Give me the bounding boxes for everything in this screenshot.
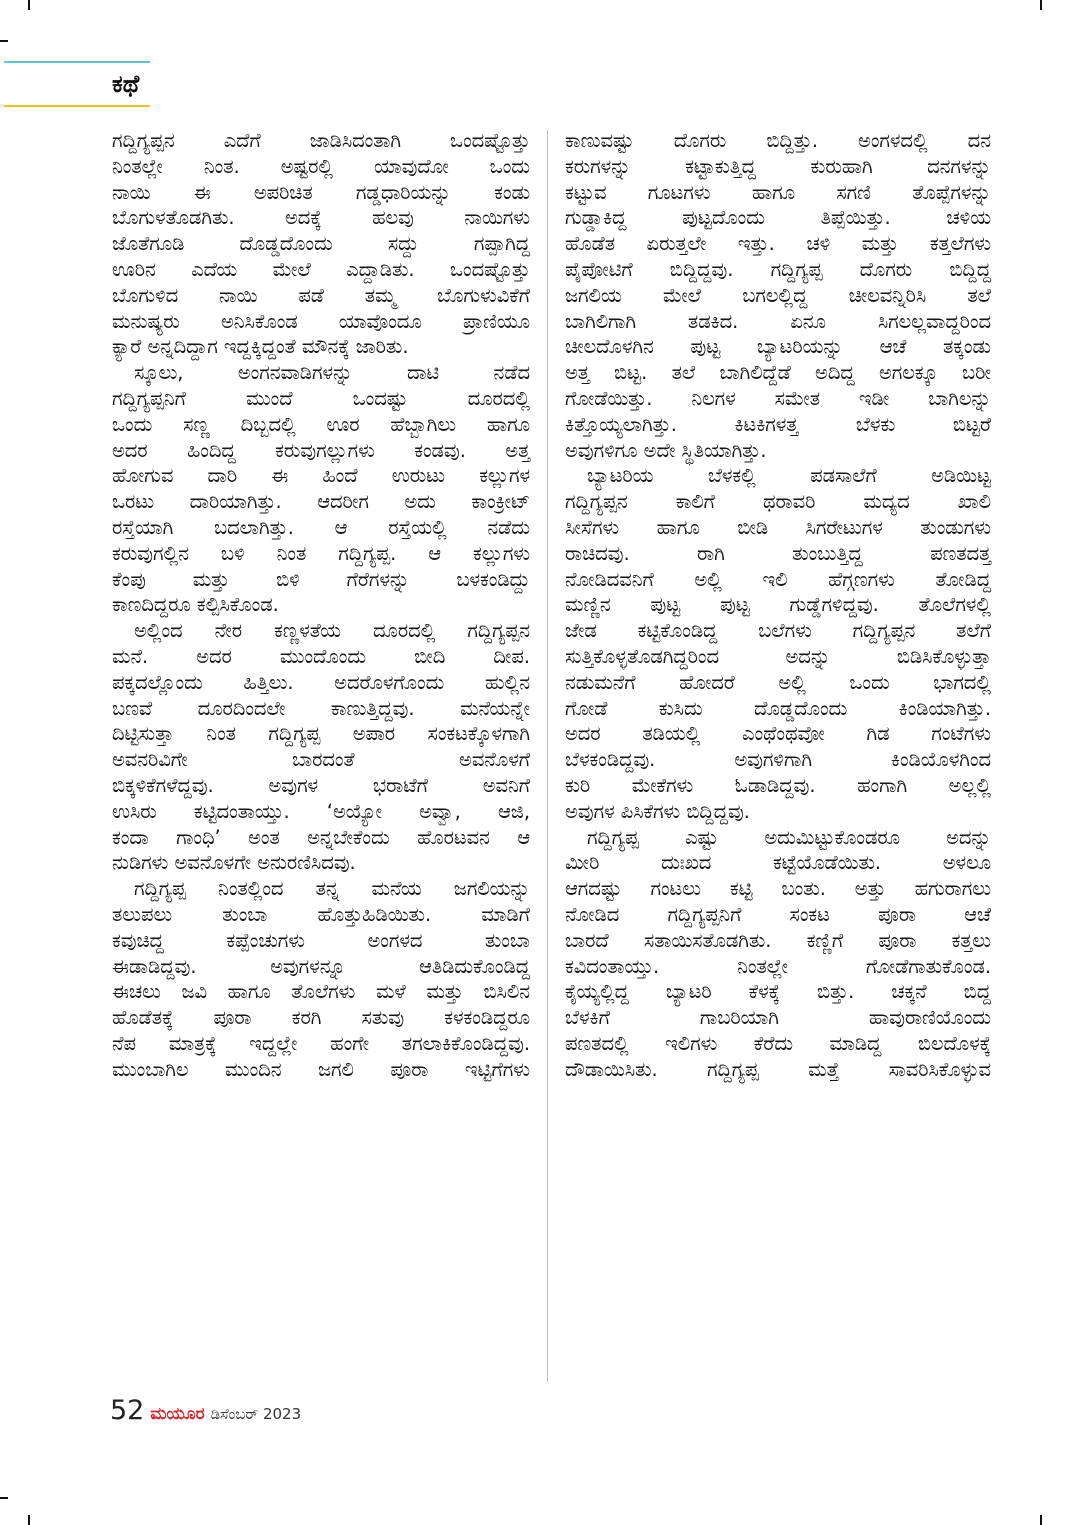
text-line: ಉಸಿರು ಕಟ್ಟಿದಂತಾಯ್ತು. ‘ಅಯ್ಯೋ ಅವ್ವಾ, ಆಜಿ, [112, 799, 530, 823]
text-line: ಬಾಗಿಲಿಗಾಗಿ ತಡಕಿದ. ಏನೂ ಸಿಗಲಲ್ಲವಾದ್ದರಿಂದ [565, 309, 991, 333]
text-line: ಕಾಣದಿದ್ದರೂ ಕಲ್ಪಿಸಿಕೊಂಡ. [112, 593, 279, 617]
header-rule-cyan [4, 61, 150, 63]
text-line: ಕವಿದಂತಾಯ್ತು. ನಿಂತಲ್ಲೇ ಗೋಡೆಗಾತುಕೊಂಡ. [565, 954, 991, 978]
crop-mark [28, 1515, 30, 1525]
page-number: 52 [110, 1395, 145, 1426]
text-line: ಪಕ್ಕದಲ್ಲೊಂದು ಹಿತ್ತಿಲು. ಅದರೊಳಗೊಂದು ಹುಲ್ಲಿನ [112, 670, 530, 694]
text-line: ಸುತ್ತಿಕೊಳ್ಳತೊಡಗಿದ್ದರಿಂದ ಅದನ್ನು ಬಿಡಿಸಿಕೊಳ್ಳುತ್ತಾ [565, 644, 991, 668]
text-line: ಒರಟು ದಾರಿಯಾಗಿತ್ತು. ಆದರೀಗ ಅದು ಕಾಂಕ್ರೀಟ್ [112, 490, 530, 514]
text-line: ಕರುವುಗಲ್ಲಿನ ಬಳಿ ನಿಂತ ಗದ್ದಿಗ್ಯಪ್ಪ. ಆ ಕಲ್ಲುಗಳು [112, 541, 530, 565]
left-column [112, 128, 530, 1082]
text-line: ಊರಿನ ಎದೆಯ ಮೇಲೆ ಎದ್ದಾಡಿತು. ಒಂದಷ್ಟೊತ್ತು [112, 257, 530, 281]
text-line: ಬೆಳಕಿಗೆ ಗಾಬರಿಯಾಗಿ ಹಾವುರಾಣಿಯೊಂದು [565, 1006, 991, 1030]
text-line: ಬಿಕ್ಕಳಿಕೆಗಳೆದ್ದವು. ಅವುಗಳ ಭರಾಟೆಗೆ ಅವನಿಗೆ [112, 773, 530, 797]
section-title: ಕಥೆ [112, 70, 140, 98]
text-line: ಕಾಣುವಷ್ಟು ದೊಗರು ಬಿದ್ದಿತ್ತು. ಅಂಗಳದಲ್ಲಿ ದನ [565, 129, 991, 152]
text-line: ದೌಡಾಯಿಸಿತು. ಗದ್ದಿಗ್ಯಪ್ಪ ಮತ್ತೆ ಸಾವರಿಸಿಕೊಳ್ಳುವ [565, 1057, 991, 1081]
crop-mark [1040, 0, 1042, 10]
text-line: ಕಂದಾ ಗಾಂಧಿ’ ಅಂತ ಅನ್ನಬೇಕೆಂದು ಹೊರಟವನ ಆ [112, 825, 530, 849]
text-line: ಗದ್ದಿಗ್ಯಪ್ಪನಿಗೆ ಮುಂದೆ ಒಂದಷ್ಟು ದೂರದಲ್ಲಿ [112, 386, 530, 410]
text-line: ಹೊಡೆತಕ್ಕೆ ಪೂರಾ ಕರಗಿ ಸತುವು ಕಳಕಂಡಿದ್ದರೂ [112, 1006, 530, 1030]
text-line: ಅವುಗಳ ಪಿಸಿಕೆಗಳು ಬಿದ್ದಿದ್ದವು. [565, 799, 750, 823]
text-line: ಬೆಳಕಂಡಿದ್ದವು. ಅವುಗಳಿಗಾಗಿ ಕಿಂಡಿಯೊಳಗಿಂದ [565, 748, 991, 772]
text-line: ನಿಂತಲ್ಲೇ ನಿಂತ. ಅಷ್ಟರಲ್ಲಿ ಯಾವುದೋ ಒಂದು [112, 154, 530, 178]
text-line: ಆಗದಷ್ಟು ಗಂಟಲು ಕಟ್ಟಿ ಬಂತು. ಅತ್ತು ಹಗುರಾಗಲು [565, 877, 991, 901]
right-column [565, 128, 991, 1082]
text-line: ಕ್ಯಾರೆ ಅನ್ನದಿದ್ದಾಗ ಇದ್ದಕ್ಕಿದ್ದಂತೆ ಮೌನಕ್ಕೆ ಜಾರಿತು. [112, 335, 409, 359]
text-line: ಮುಂಬಾಗಿಲ ಮುಂದಿನ ಜಗಲಿ ಪೂರಾ ಇಟ್ಟಿಗೆಗಳು [112, 1057, 530, 1081]
text-line: ಸೀಸೆಗಳು ಹಾಗೂ ಬೀಡಿ ಸಿಗರೇಟುಗಳ ತುಂಡುಗಳು [565, 515, 991, 539]
text-line: ಮನುಷ್ಯರು ಅನಿಸಿಕೊಂಡ ಯಾವೊಂದೂ ಪ್ರಾಣಿಯೂ [112, 309, 530, 333]
text-line: ಗದ್ದಿಗ್ಯಪ್ಪನ ಎದೆಗೆ ಜಾಡಿಸಿದಂತಾಗಿ ಒಂದಷ್ಟೊತ್ತು [112, 129, 530, 152]
text-line: ಮನೆ. ಅದರ ಮುಂದೊಂದು ಬೀದಿ ದೀಪ. [112, 644, 530, 668]
text-line: ಒಂದು ಸಣ್ಣ ದಿಬ್ಬದಲ್ಲಿ ಊರ ಹೆಬ್ಬಾಗಿಲು ಹಾಗೂ [112, 412, 530, 436]
magazine-logo: ಮಯೂರ [150, 1404, 205, 1424]
text-line: ಗದ್ದಿಗ್ಯಪ್ಪನ ಕಾಲಿಗೆ ಥರಾವರಿ ಮದ್ಯದ ಖಾಲಿ [565, 490, 991, 514]
page-footer [110, 1395, 301, 1429]
text-line: ನಾಯಿ ಈ ಅಪರಿಚಿತ ಗಡ್ಡಧಾರಿಯನ್ನು ಕಂಡು [112, 180, 530, 204]
text-line: ಚೀಲದೊಳಗಿನ ಪುಟ್ಟ ಬ್ಯಾಟರಿಯನ್ನು ಆಚೆ ತಕ್ಕಂಡು [565, 335, 991, 359]
text-line: ಕಿತ್ತೊಯ್ಯಲಾಗಿತ್ತು. ಕಿಟಕಿಗಳತ್ತ ಬೆಳಕು ಬಿಟ್ಟರೆ [565, 412, 991, 436]
text-line: ಕರುಗಳನ್ನು ಕಟ್ಟಾಕುತ್ತಿದ್ದ ಕುರುಹಾಗಿ ದನಗಳನ್ನು [565, 154, 991, 178]
text-line: ಗದ್ದಿಗ್ಯಪ್ಪ ಎಷ್ಟು ಅದುಮಿಟ್ಟುಕೊಂಡರೂ ಅದನ್ನು [587, 825, 991, 849]
text-line: ಅದರ ಹಿಂದಿದ್ದ ಕರುವುಗಲ್ಲುಗಳು ಕಂಡವು. ಅತ್ತ [112, 438, 530, 462]
text-line: ಬಾರದೆ ಸತಾಯಿಸತೊಡಗಿತು. ಕಣ್ಣಿಗೆ ಪೂರಾ ಕತ್ತಲು [565, 928, 991, 952]
text-line: ಬೊಗುಳತೊಡಗಿತು. ಅದಕ್ಕೆ ಹಲವು ನಾಯಿಗಳು [112, 206, 530, 230]
text-line: ನುಡಿಗಳು ಅವನೊಳಗೇ ಅನುರಣಿಸಿದವು. [112, 851, 356, 875]
text-line: ಅತ್ತ ಬಿಟ್ಟ. ತಲೆ ಬಾಗಿಲಿದ್ದೆಡೆ ಅದಿದ್ದ ಅಗಲಕ್ಕೂ ಬರೀ [565, 361, 991, 385]
issue-date: ಡಿಸೆಂಬರ್ 2023 [210, 1405, 302, 1423]
column-divider [547, 130, 548, 1382]
header-rule-yellow [4, 105, 150, 107]
text-line: ಕವುಚಿದ್ದ ಕಪ್ಪೆಂಚುಗಳು ಅಂಗಳದ ತುಂಬಾ [112, 928, 530, 952]
text-line: ಈಚಲು ಜವಿ ಹಾಗೂ ತೊಲೆಗಳು ಮಳೆ ಮತ್ತು ಬಿಸಿಲಿನ [112, 980, 530, 1004]
text-line: ನೋಡಿದ ಗದ್ದಿಗ್ಯಪ್ಪನಿಗೆ ಸಂಕಟ ಪೂರಾ ಆಚೆ [565, 902, 991, 926]
text-line: ಅಲ್ಲಿಂದ ನೇರ ಕಣ್ಣಳತೆಯ ದೂರದಲ್ಲಿ ಗದ್ದಿಗ್ಯಪ್ಪನ [134, 619, 530, 643]
text-line: ಪಣತದಲ್ಲಿ ಇಲಿಗಳು ಕೆರೆದು ಮಾಡಿದ್ದ ಬಿಲದೊಳಕ್ಕೆ [565, 1031, 991, 1055]
text-line: ಗೋಡೆಯಿತ್ತು. ನಿಲಗಳ ಸಮೇತ ಇಡೀ ಬಾಗಿಲನ್ನು [565, 386, 991, 410]
crop-mark [28, 0, 30, 10]
text-line: ಅದರ ತಡಿಯಲ್ಲಿ ಎಂಥೆಂಥವೋ ಗಿಡ ಗಂಟೆಗಳು [565, 722, 991, 746]
text-line: ಜೇಡ ಕಟ್ಟಿಕೊಂಡಿದ್ದ ಬಲೆಗಳು ಗದ್ದಿಗ್ಯಪ್ಪನ ತಲೆಗೆ [565, 619, 991, 643]
text-line: ಬೊಗುಳಿದ ನಾಯಿ ಪಡೆ ತಮ್ಮ ಬೊಗುಳುವಿಕೆಗೆ [112, 283, 530, 307]
text-line: ನಡುಮನೆಗೆ ಹೋದರೆ ಅಲ್ಲಿ ಒಂದು ಭಾಗದಲ್ಲಿ [565, 670, 991, 694]
text-line: ನೆಪ ಮಾತ್ರಕ್ಕೆ ಇದ್ದಲ್ಲೇ ಹಂಗೇ ತಗಲಾಕಿಕೊಂಡಿದ್ದವು. [112, 1031, 530, 1055]
text-line: ಮಣ್ಣಿನ ಪುಟ್ಟ ಪುಟ್ಟ ಗುಡ್ಡೆಗಳಿದ್ದವು. ತೊಲೆಗಳಲ್ಲಿ [565, 593, 991, 617]
text-line: ಹೊಡೆತ ಏರುತ್ತಲೇ ಇತ್ತು. ಚಳಿ ಮತ್ತು ಕತ್ತಲೆಗಳು [565, 232, 991, 256]
text-line: ಕೈಯ್ಯಲ್ಲಿದ್ದ ಬ್ಯಾಟರಿ ಕೆಳಕ್ಕೆ ಬಿತ್ತು. ಚಕ್ಕನೆ ಬಿದ್ದ [565, 980, 991, 1004]
text-line: ರಸ್ತೆಯಾಗಿ ಬದಲಾಗಿತ್ತು. ಆ ರಸ್ತೆಯಲ್ಲಿ ನಡೆದು [112, 515, 530, 539]
crop-mark [0, 1497, 8, 1499]
text-line: ಈಡಾಡಿದ್ದವು. ಅವುಗಳನ್ನೂ ಆತಿಡಿದುಕೊಂಡಿದ್ದ [112, 954, 530, 978]
text-line: ಜಗಲಿಯ ಮೇಲೆ ಬಗಲಲ್ಲಿದ್ದ ಚೀಲವನ್ನಿರಿಸಿ ತಲೆ [565, 283, 991, 307]
text-line: ಅವನರಿವಿಗೇ ಬಾರದಂತೆ ಅವನೊಳಗೆ [112, 748, 530, 772]
text-line: ಗೋಡೆ ಕುಸಿದು ದೊಡ್ಡದೊಂದು ಕಿಂಡಿಯಾಗಿತ್ತು. [565, 696, 991, 720]
text-line: ನೋಡಿದವನಿಗೆ ಅಲ್ಲಿ ಇಲಿ ಹೆಗ್ಗಣಗಳು ತೋಡಿದ್ದ [565, 567, 991, 591]
text-line: ಕುರಿ ಮೇಕೆಗಳು ಓಡಾಡಿದ್ದವು. ಹಂಗಾಗಿ ಅಲ್ಲಲ್ಲಿ [565, 773, 991, 797]
text-line: ಕಟ್ಟುವ ಗೂಟಗಳು ಹಾಗೂ ಸಗಣಿ ತೊಪ್ಪೆಗಳನ್ನು [565, 180, 991, 204]
text-line: ಅವುಗಳಿಗೂ ಅದೇ ಸ್ಥಿತಿಯಾಗಿತ್ತು. [565, 438, 767, 462]
text-line: ಬಣವೆ ದೂರದಿಂದಲೇ ಕಾಣುತ್ತಿದ್ದವು. ಮನೆಯನ್ನೇ [112, 696, 530, 720]
text-line: ಸ್ಕೂಲು, ಅಂಗನವಾಡಿಗಳನ್ನು ದಾಟಿ ನಡೆದ [134, 361, 530, 385]
text-line: ಜೊತೆಗೂಡಿ ದೊಡ್ಡದೊಂದು ಸದ್ದು ಗಪ್ಪಾಗಿದ್ದ [112, 232, 530, 256]
text-line: ಬ್ಯಾಟರಿಯ ಬೆಳಕಲ್ಲಿ ಪಡಸಾಲೆಗೆ ಅಡಿಯಿಟ್ಟ [587, 464, 991, 488]
crop-mark [0, 40, 8, 42]
text-line: ಮೀರಿ ದುಃಖದ ಕಟ್ಟೆಯೊಡೆಯಿತು. ಅಳಲೂ [565, 851, 991, 875]
text-line: ತಲುಪಲು ತುಂಬಾ ಹೊತ್ತುಹಿಡಿಯಿತು. ಮಾಡಿಗೆ [112, 902, 530, 926]
text-line: ಗುಡ್ಡಾಕಿದ್ದ ಪುಟ್ಟದೊಂದು ತಿಪ್ಪೆಯಿತ್ತು. ಚಳಿಯ [565, 206, 991, 230]
text-line: ಹೋಗುವ ದಾರಿ ಈ ಹಿಂದೆ ಉರುಟು ಕಲ್ಲುಗಳ [112, 464, 530, 488]
text-line: ದಿಟ್ಟಿಸುತ್ತಾ ನಿಂತ ಗದ್ದಿಗ್ಯಪ್ಪ ಅಪಾರ ಸಂಕಟಕ್ಕೊಳಗಾಗಿ [112, 722, 530, 746]
text-line: ಗದ್ದಿಗ್ಯಪ್ಪ ನಿಂತಲ್ಲಿಂದ ತನ್ನ ಮನೆಯ ಜಗಲಿಯನ್ನು [134, 877, 530, 901]
text-line: ಕೆಂಪು ಮತ್ತು ಬಿಳಿ ಗೆರೆಗಳನ್ನು ಬಳಕಂಡಿದ್ದು [112, 567, 530, 591]
crop-mark [1040, 1515, 1042, 1525]
text-line: ರಾಚಿದವು. ರಾಗಿ ತುಂಬುತ್ತಿದ್ದ ಪಣತದತ್ತ [565, 541, 991, 565]
text-line: ಪೈಪೋಟಿಗೆ ಬಿದ್ದಿದ್ದವು. ಗದ್ದಿಗ್ಯಪ್ಪ ದೊಗರು ಬಿದ್ದಿದ್ದ [565, 257, 991, 281]
